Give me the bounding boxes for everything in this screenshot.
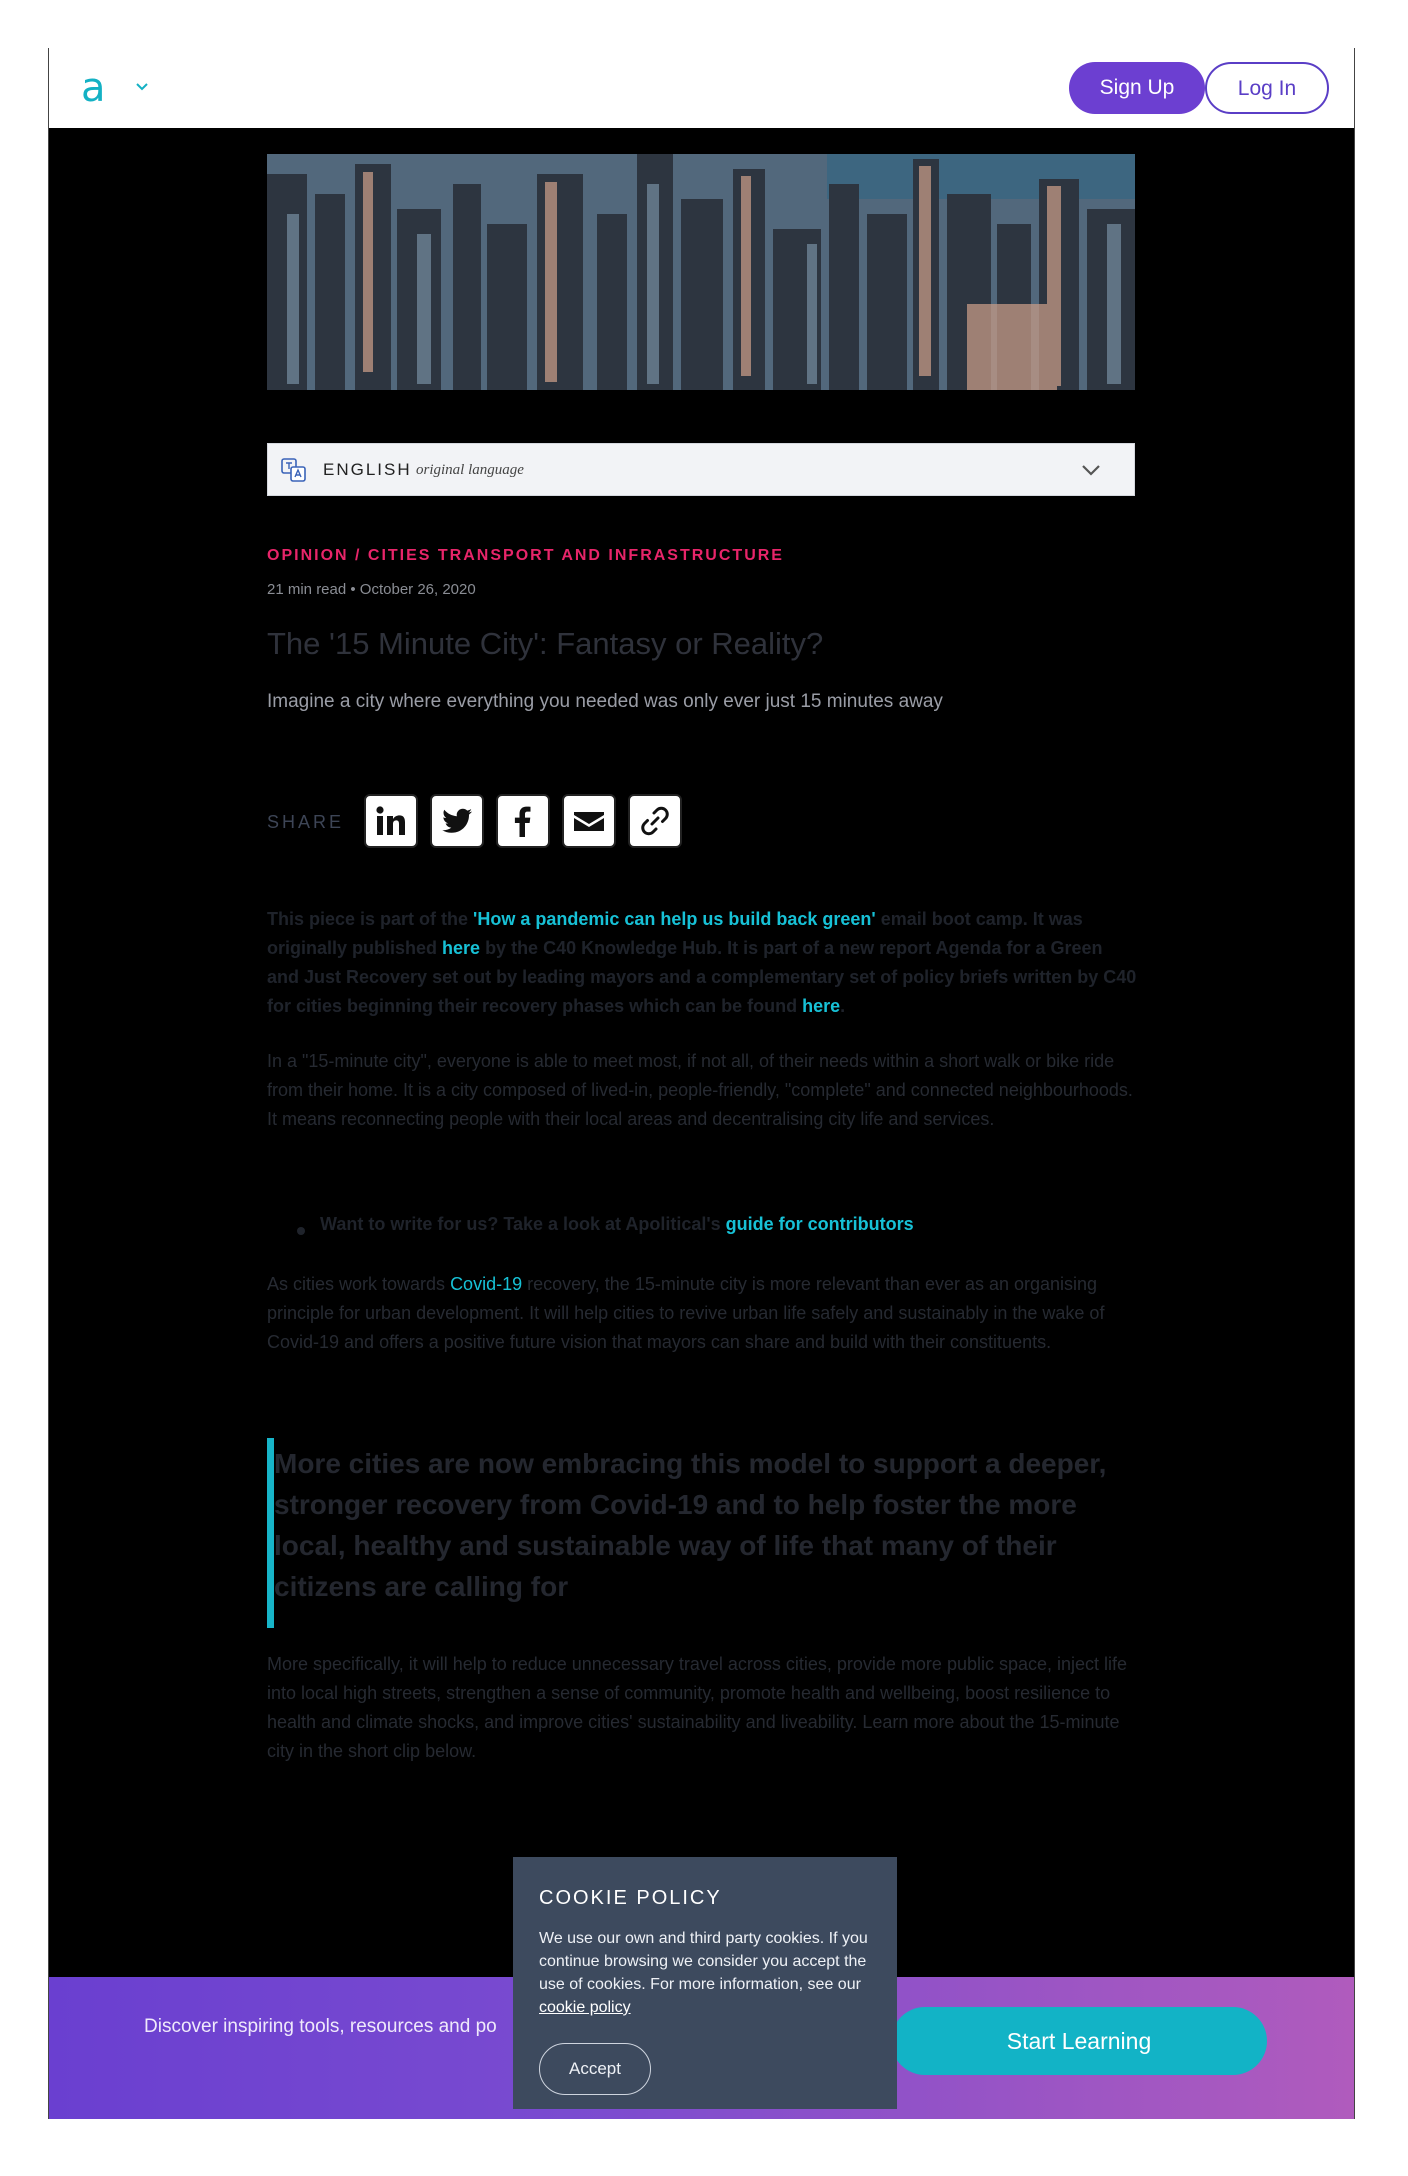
email-icon bbox=[571, 803, 607, 839]
share-email-button[interactable] bbox=[562, 794, 616, 848]
share-label: SHARE bbox=[267, 812, 345, 832]
covid-link[interactable]: Covid-19 bbox=[450, 1274, 523, 1294]
body-paragraph: In a "15-minute city", everyone is able to meet most, if not all, of their needs within a short walk or bike ride from their home. It is a city composed of lived-in, people-friendly, "complete" and connected neighbourhoods. It means reconnecting people with their local areas and decentralising city life and services. bbox=[267, 1051, 1133, 1129]
article-meta: 21 min read • October 26, 2020 bbox=[267, 581, 476, 598]
linkedin-icon bbox=[373, 803, 409, 839]
bullet-marker bbox=[297, 1227, 305, 1235]
body-text: As cities work towards bbox=[267, 1274, 451, 1294]
cookie-title: COOKIE POLICY bbox=[539, 1887, 722, 1909]
apolitical-logo[interactable]: a bbox=[81, 65, 106, 111]
pull-quote: More cities are now embracing this model to support a deeper, stronger recovery from Covid-19 and to help foster the more local, healthy and sustainable way of life that many of their citizens are calling for bbox=[274, 1448, 1107, 1602]
pull-quote-accent bbox=[267, 1438, 274, 1628]
link-icon bbox=[637, 803, 673, 839]
copy-link-button[interactable] bbox=[628, 794, 682, 848]
share-linkedin-button[interactable] bbox=[364, 794, 418, 848]
top-navigation-bar bbox=[48, 48, 1355, 128]
sign-up-button[interactable]: Sign Up bbox=[1069, 62, 1205, 114]
contributors-guide-link[interactable]: guide for contributors bbox=[725, 1214, 914, 1234]
share-twitter-button[interactable] bbox=[430, 794, 484, 848]
language-note: original language bbox=[416, 462, 524, 478]
intro-text: email boot camp. It was originally published bbox=[267, 909, 1083, 958]
language-name: ENGLISH bbox=[323, 460, 412, 479]
facebook-icon bbox=[505, 803, 541, 839]
body-paragraph: More specifically, it will help to reduce unnecessary travel across cities, provide more public space, inject life into local high streets, strengthen a sense of community, promote health and wellbeing, boost resilience to health and climate shocks, and improve cities' sustainability and liveability. Learn more about the 15-minute city in the short clip below. bbox=[267, 1654, 1128, 1761]
body-text: recovery, the 15-minute city is more relevant than ever as an organising principle for urban development. It will help cities to revive urban life safely and sustainably in the wake of Covid-19 and offers a positive future vision that mayors can share and build with their constituents. bbox=[267, 1274, 1105, 1352]
chevron-down-icon[interactable] bbox=[133, 77, 151, 95]
intro-text: by the C40 Knowledge Hub. It is part of a new report Agenda for a Green and Just Recovery set out by leading mayors and a complementary set of policy briefs written by C40 for cities beginning their recovery phases which can be found bbox=[267, 938, 1137, 1016]
banner-text: Discover inspiring tools, resources and po bbox=[144, 2016, 497, 2037]
twitter-icon bbox=[439, 803, 475, 839]
accept-cookies-button[interactable]: Accept bbox=[539, 2043, 651, 2095]
contributor-callout bbox=[320, 1214, 914, 1235]
cookie-body: We use our own and third party cookies. If you continue browsing we consider you accept the use of cookies. For more information, see our bbox=[539, 1930, 868, 1993]
language-selector[interactable] bbox=[267, 443, 1135, 496]
intro-text: This piece is part of the bbox=[267, 909, 474, 929]
article-category[interactable]: OPINION / CITIES TRANSPORT AND INFRASTRUCTURE bbox=[267, 547, 784, 564]
start-learning-button[interactable]: Start Learning bbox=[891, 2007, 1267, 2075]
cookie-policy-link[interactable]: cookie policy bbox=[539, 1999, 631, 2016]
chevron-down-icon[interactable] bbox=[1080, 462, 1102, 478]
cookie-policy-dialog bbox=[513, 1857, 897, 2109]
body-paragraph bbox=[267, 1270, 1137, 1357]
intro-text: . bbox=[840, 996, 846, 1016]
policy-briefs-link[interactable]: here bbox=[802, 996, 841, 1016]
translate-icon bbox=[280, 456, 308, 484]
callout-text: Want to write for us? Take a look at Apolitical's bbox=[320, 1214, 726, 1234]
share-facebook-button[interactable] bbox=[496, 794, 550, 848]
bootcamp-link[interactable]: 'How a pandemic can help us build back green' bbox=[473, 909, 876, 929]
intro-paragraph bbox=[267, 905, 1137, 1021]
article-subtitle: Imagine a city where everything you needed was only ever just 15 minutes away bbox=[267, 691, 943, 712]
article-title: The '15 Minute City': Fantasy or Reality? bbox=[267, 626, 824, 661]
cookie-text bbox=[539, 1927, 883, 2019]
log-in-button[interactable]: Log In bbox=[1205, 62, 1329, 114]
original-source-link[interactable]: here bbox=[442, 938, 481, 958]
hero-image-city-skyline bbox=[267, 154, 1135, 390]
